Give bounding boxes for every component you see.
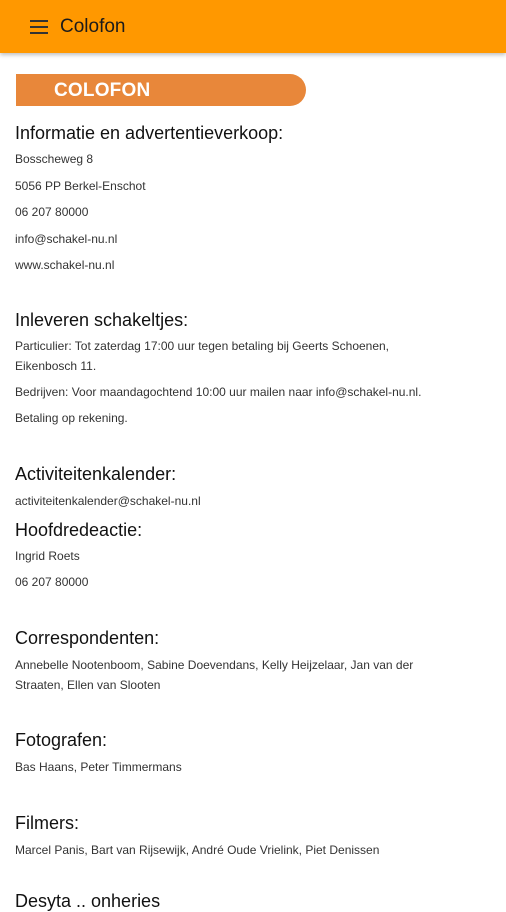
website-link[interactable]: www.schakel-nu.nl xyxy=(15,258,115,272)
particulier-line-cont: Eikenbosch 11. xyxy=(15,359,97,373)
section-heading: Activiteitenkalender: xyxy=(15,464,177,484)
editor-phone[interactable]: 06 207 80000 xyxy=(15,575,89,589)
cut-off-section-heading: Desyta .. onheries xyxy=(15,891,161,911)
correspondents-line: Annebelle Nootenboom, Sabine Doevendans, Kelly Heijzelaar, Jan van der xyxy=(15,658,414,672)
section-heading: Inleveren schakeltjes: xyxy=(15,310,189,330)
app-bar xyxy=(0,0,506,53)
section-informatie xyxy=(15,122,495,282)
bedrijven-line: Bedrijven: Voor maandagochtend 10:00 uur mailen naar info@schakel-nu.nl. xyxy=(15,385,422,399)
page-title: Colofon xyxy=(60,15,126,37)
email-link[interactable]: info@schakel-nu.nl xyxy=(15,231,118,246)
particulier-line: Particulier: Tot zaterdag 17:00 uur tegen betaling bij Geerts Schoenen, xyxy=(15,339,390,353)
correspondents-line-cont: Straaten, Ellen van Slooten xyxy=(15,678,161,692)
section-activiteitenkalender xyxy=(15,463,495,511)
section-correspondenten xyxy=(15,627,495,695)
banner-label: COLOFON xyxy=(54,80,151,101)
section-fotografen xyxy=(15,729,495,777)
colofon-banner xyxy=(16,74,306,106)
section-heading: Informatie en advertentieverkoop: xyxy=(15,123,284,143)
phone-line[interactable]: 06 207 80000 xyxy=(15,205,89,219)
hamburger-menu-icon[interactable] xyxy=(26,14,52,40)
section-filmers xyxy=(15,812,495,860)
kalender-email-link[interactable]: activiteitenkalender@schakel-nu.nl xyxy=(15,494,201,508)
section-heading: Filmers: xyxy=(15,813,79,833)
section-inleveren xyxy=(15,309,495,428)
betaling-line: Betaling op rekening. xyxy=(15,411,128,425)
section-heading: Fotografen: xyxy=(15,730,108,750)
postcode-line: 5056 PP Berkel-Enschot xyxy=(15,178,146,193)
section-heading: Hoofdredeactie: xyxy=(15,520,143,540)
editor-name: Ingrid Roets xyxy=(15,549,80,563)
address-line: Bosscheweg 8 xyxy=(15,152,94,166)
section-hoofdredactie xyxy=(15,519,495,592)
photographers-line: Bas Haans, Peter Timmermans xyxy=(15,760,182,774)
colofon-content[interactable] xyxy=(0,53,506,911)
filmers-line: Marcel Panis, Bart van Rijsewijk, André Oude Vrielink, Piet Denissen xyxy=(15,843,380,857)
section-heading: Correspondenten: xyxy=(15,628,160,648)
